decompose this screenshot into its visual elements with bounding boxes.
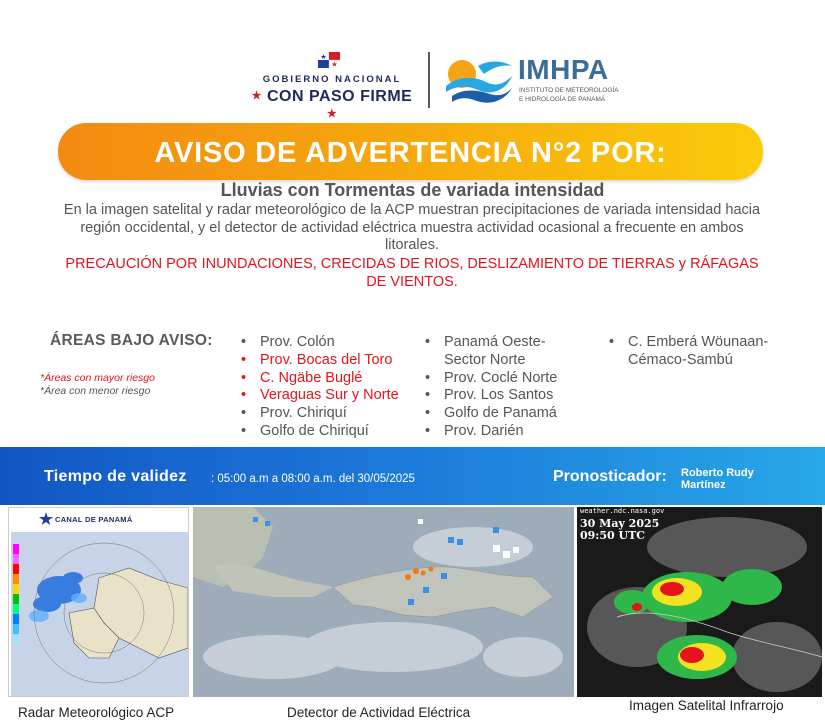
forecaster-name-line-1: Roberto Rudy xyxy=(681,467,754,479)
imhpa-subtitle-line-2: E HIDROLOGÍA DE PANAMÁ xyxy=(519,96,606,103)
validity-label: Tiempo de validez xyxy=(44,468,187,485)
area-item: • Prov. Chiriquí xyxy=(241,405,347,422)
radar-map-graphic xyxy=(9,508,189,697)
legend-high-risk: *Áreas con mayor riesgo xyxy=(40,372,155,384)
satellite-time-label: 09:50 UTC xyxy=(580,529,646,542)
forecaster-name-line-2: Martínez xyxy=(681,479,726,491)
area-item: • Golfo de Panamá xyxy=(425,405,557,422)
header xyxy=(0,40,825,120)
area-item: • Prov. Coclé Norte xyxy=(425,369,558,386)
areas-column-2 xyxy=(420,334,557,441)
area-item-high-risk: • Veraguas Sur y Norte xyxy=(241,387,399,404)
government-name: GOBIERNO NACIONAL xyxy=(262,74,402,85)
radar-caption: Radar Meteorológico ACP xyxy=(18,705,175,720)
areas-column-1 xyxy=(236,334,399,441)
header-divider xyxy=(428,52,430,108)
legend-low-risk: *Área con menor riesgo xyxy=(40,385,151,397)
area-item: • Panamá Oeste- xyxy=(425,334,546,350)
imhpa-name: IMHPA xyxy=(518,54,609,85)
satellite-date-label: 30 May 2025 xyxy=(580,517,660,530)
area-item: • Prov. Colón xyxy=(241,334,335,350)
areas-column-3 xyxy=(604,334,768,370)
satellite-caption: Imagen Satelital Infrarrojo xyxy=(629,698,784,713)
government-slogan-text: CON PASO FIRME xyxy=(266,88,413,105)
imhpa-subtitle-line-1: INSTITUTO DE METEOROLOGÍA xyxy=(519,87,619,94)
warning-description: En la imagen satelital y radar meteorológico de la ACP muestran precipitaciones de variada intensidad hacia región occidental, y el detector de actividad eléctrica muestra actividad ocasional a frecuente en ambos litorales. xyxy=(63,202,761,253)
radar-colorbar xyxy=(13,544,19,644)
area-item: • Golfo de Chiriquí xyxy=(241,422,369,439)
lightning-map-graphic xyxy=(193,507,574,697)
validity-bar xyxy=(0,447,825,505)
forecaster-name xyxy=(681,467,801,491)
area-item-continuation: Cémaco-Sambú xyxy=(628,351,733,368)
panama-flag-icon xyxy=(318,52,340,68)
imhpa-logo-icon xyxy=(444,52,514,108)
forecaster-label: Pronosticador: xyxy=(553,468,667,485)
radar-header-label: CANAL DE PANAMÁ xyxy=(55,515,133,524)
star-icon: ★ xyxy=(251,90,263,102)
satellite-source-label: weather.ndc.nasa.gov xyxy=(580,507,665,515)
validity-value: : 05:00 a.m a 08:00 a.m. del 30/05/2025 xyxy=(211,473,415,485)
area-item: • Prov. Darién xyxy=(425,422,524,439)
area-item-high-risk: • C. Ngäbe Buglé xyxy=(241,369,363,386)
warning-subtitle: Lluvias con Tormentas de variada intensidad xyxy=(220,180,605,200)
radar-image xyxy=(8,507,189,697)
area-item: • Prov. Los Santos xyxy=(425,387,554,404)
star-icon: ★ xyxy=(326,108,338,120)
government-logo xyxy=(246,52,418,120)
government-slogan xyxy=(246,88,418,124)
warning-banner-title: AVISO DE ADVERTENCIA N°2 POR: xyxy=(58,123,763,180)
lightning-caption: Detector de Actividad Eléctrica xyxy=(287,705,471,720)
precaution-warning: PRECAUCIÓN POR INUNDACIONES, CRECIDAS DE RIOS, DESLIZAMIENTO DE TIERRAS y RÁFAGAS DE VIENTOS. xyxy=(65,256,759,290)
satellite-infrared-image xyxy=(577,507,822,697)
lightning-detector-image xyxy=(193,507,574,697)
canal-star-icon xyxy=(39,512,53,526)
area-item-high-risk: • Prov. Bocas del Toro xyxy=(241,351,393,368)
area-item-continuation: Sector Norte xyxy=(444,351,526,368)
areas-title: ÁREAS BAJO AVISO: xyxy=(50,332,213,349)
area-item: • C. Emberá Wöunaan- xyxy=(609,334,769,350)
